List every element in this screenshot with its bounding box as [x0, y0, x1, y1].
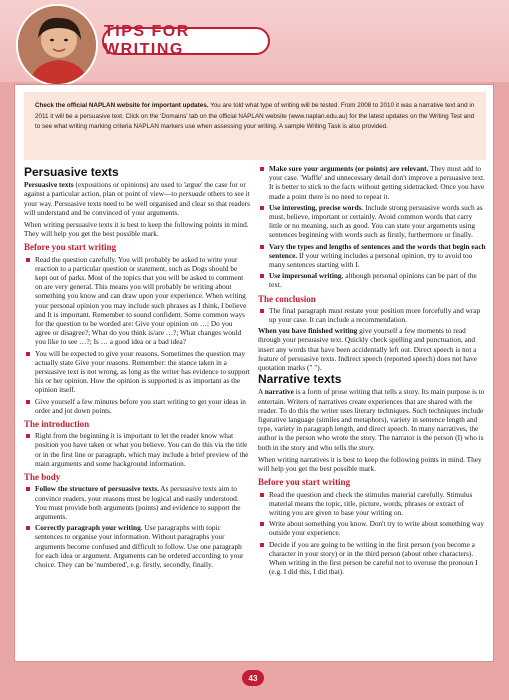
bullet-icon — [260, 522, 264, 526]
bullet-icon — [26, 400, 30, 404]
bullet-icon — [26, 434, 30, 438]
list-item — [258, 242, 486, 270]
bullet-icon — [260, 167, 264, 171]
persuasive-text-a: (expositions or opinions) are used to 'argue' the case for or against a particular action, plan or point of view—to — [24, 180, 246, 199]
list-item-bold: Correctly paragraph your writing — [35, 523, 141, 533]
intro-text: You are told what type of writing will be tested. From 2008 to 2010 it was a narrative text and in 2011 it will be a persuasive text. Click on the 'Domains' tab on the official NAPLAN website (www.naplan.edu.au) for the latest updates on the Writing Test and to see what writing marking criteria NAPLAN markers use when assessing your writing. A sample Writing Task is also provided. — [35, 102, 475, 131]
narrative-before-list — [258, 490, 486, 577]
page-number-badge — [242, 670, 264, 686]
persuasive-intro-2: When writing persuasive texts it is best to keep the following points in mind. They will help you get the best possible mark. — [24, 220, 249, 239]
bullet-icon — [260, 543, 264, 547]
list-item-text: Decide if you are going to be writing in the first person (you become a character in your story) or in the third person (about other characters). When writing in the first person be careful not to overuse the pronoun I (e.g. I did this, I did that). — [269, 539, 478, 577]
introduction-heading: The introduction — [24, 419, 90, 430]
list-item — [24, 255, 250, 347]
student-photo — [16, 4, 98, 86]
bullet-icon — [26, 352, 30, 356]
conclusion-list — [258, 306, 486, 324]
intro-box — [24, 92, 486, 160]
list-item-bold: Follow the structure of persuasive texts. — [35, 484, 159, 494]
list-item-text: Right from the beginning it is important to let the reader know what position you have taken or what you believe. You can do this via the title or in the first line or paragraph, which may include a brief preview of the main arguments and some background information. — [35, 431, 249, 468]
page-title-text: TIPS FOR WRITING — [104, 23, 190, 58]
list-item-bold: Use interesting, precise words — [269, 202, 362, 212]
list-item-text: Read the question and check the stimulus material carefully. Stimulus material means the topic, title, picture, words, phrases or extract of writing you are given to base your writing on. — [269, 489, 473, 517]
list-item-text: . Use paragraphs with topic sentences to organise your information. Without paragraphs your arguments become confused and difficult to follow. Use one paragraph for each idea or argument. Arguments can be ordered according to your choice. They can be 'numbered', e.g. firstly, secondly, finally. — [35, 523, 244, 569]
body-list — [24, 484, 250, 569]
list-item — [24, 523, 250, 569]
list-item-bold: Use impersonal writing — [269, 271, 342, 281]
page-number: 43 — [248, 673, 258, 683]
bullet-icon — [260, 245, 264, 249]
intro-bold: Check the official NAPLAN website for important updates. — [35, 102, 209, 109]
introduction-list — [24, 431, 250, 468]
list-item-text: Give yourself a few minutes before you start writing to get your ideas in order and jot down points. — [35, 396, 246, 415]
bullet-icon — [260, 493, 264, 497]
narrative-heading: Narrative texts — [258, 372, 342, 387]
list-item-bold: Vary the types and lengths of sentences and the words that begin each sentence. — [269, 241, 486, 260]
narrative-intro-2: When writing narratives it is best to keep the following points in mind. They will help you get the best possible mark. — [258, 454, 482, 474]
finished-note — [258, 326, 486, 372]
list-item-bold: Make sure your arguments (or points) are relevant. — [269, 164, 429, 173]
bullet-icon — [260, 309, 264, 313]
persuasive-intro — [24, 180, 250, 217]
list-item-text: . Include strong persuasive words such as must, believe, important or certainly. Avoid common words that carry little or no meaning, such as good. You can state your arguments using sentences beginning with words such as firstly, furthermore or finally. — [269, 202, 483, 240]
bullet-icon — [260, 274, 264, 278]
finished-note-bold: When you have finished writing — [258, 326, 358, 336]
bullet-icon — [260, 206, 264, 210]
list-item-text: You will be expected to give your reasons. Sometimes the question may actually state Give your reasons. Remember: the stance taken in a persuasive text is not wrong, as long as the writer has evidence to support his or her opinion. How the opinion is supported is as important as the opinion itself. — [35, 348, 250, 395]
list-item-text: As persuasive texts aim to convince readers, your reasons must be logical and easily understood. You must provide both arguments (points) and evidence to support the arguments. — [35, 484, 241, 521]
list-item — [258, 306, 486, 324]
persuasive-text-b: others to see it your way. Persuasive texts need to be well organised and clear so that readers will understand and be convinced of your arguments. — [24, 189, 250, 217]
conclusion-heading: The conclusion — [258, 293, 316, 304]
list-item-text: If your writing includes a personal opinion, try to avoid too many sentences starting with I. — [269, 250, 473, 270]
list-item-text: , although personal opinions can be part of the text. — [269, 271, 477, 290]
list-item — [258, 203, 486, 240]
list-item — [258, 490, 486, 518]
list-item — [258, 519, 486, 537]
list-item — [24, 349, 250, 395]
left-column — [24, 166, 250, 571]
list-item-text: Read the question carefully. You will probably be asked to write your reaction to a particular question or statement, such as Dogs should be kept out of parks. Most of the topics that you will be asked to comment on are very general. This means you will probably be writing about something you know and can draw upon your experience. When writing your personal opinion you may include such phrases as I think, I believe and It is important. Remember to sound confident. Some common ways for the question to be worded are: Give your opinion on …; Do you agree or disagree?; What do you think is/are …?; What changes would you like to see …?; Is … a good idea or a bad idea? — [35, 254, 247, 347]
right-column — [258, 164, 486, 578]
list-item-text: The final paragraph must restate your position more forcefully and wrap up your case. It can include a recommendation. — [269, 305, 481, 325]
list-item — [24, 397, 250, 415]
list-item — [258, 164, 486, 201]
list-item-text: They must add to your case. 'Waffle' and unnecessary detail don't improve a persuasive text. It is better to stick to the facts without getting sidetracked. Once you have made a point there is no need to repeat it. — [269, 164, 485, 201]
narrative-term: narrative — [264, 387, 294, 397]
before-heading: Before you start writing — [24, 242, 117, 253]
body-list-continued — [258, 164, 486, 290]
narrative-text-a: A — [258, 387, 265, 397]
persuasive-term: Persuasive texts — [24, 180, 74, 190]
list-item — [24, 484, 250, 521]
list-item — [258, 540, 486, 577]
body-heading: The body — [24, 472, 61, 483]
persuasive-heading: Persuasive texts — [24, 165, 119, 179]
list-item-text: Write about something you know. Don't try to write about something way outside your experience. — [269, 519, 484, 538]
list-item — [24, 431, 250, 468]
bullet-icon — [26, 526, 30, 530]
list-item — [258, 271, 486, 289]
narrative-before-heading: Before you start writing — [258, 477, 351, 488]
before-list — [24, 255, 250, 415]
narrative-intro — [258, 387, 486, 451]
finished-note-text: give yourself a few moments to read through your persuasive text. Quickly check spelling and punctuation, and insert any words that have been accidentally left out. Direct speech is not a feature of persuasive texts. Indirect speech (reported speech) does not have quotation marks (" "). — [258, 326, 478, 373]
bullet-icon — [26, 258, 30, 262]
narrative-text-b: is a form of prose writing that tells a story. Its main purpose is to entertain. Writers of narratives create experiences that are shared with the reader. To do this the writer uses literary techniques. Such techniques include figurative language (similes and metaphors), variety in sentence length and type, variety in paragraph length, and direct speech. In many narratives, the author is the person who wrote the story. The narrator is the person (I) who is both in the story and who tells the story. — [258, 387, 485, 452]
page-title — [102, 23, 270, 58]
bullet-icon — [26, 487, 30, 491]
persuasive-em: persuade — [178, 189, 206, 199]
